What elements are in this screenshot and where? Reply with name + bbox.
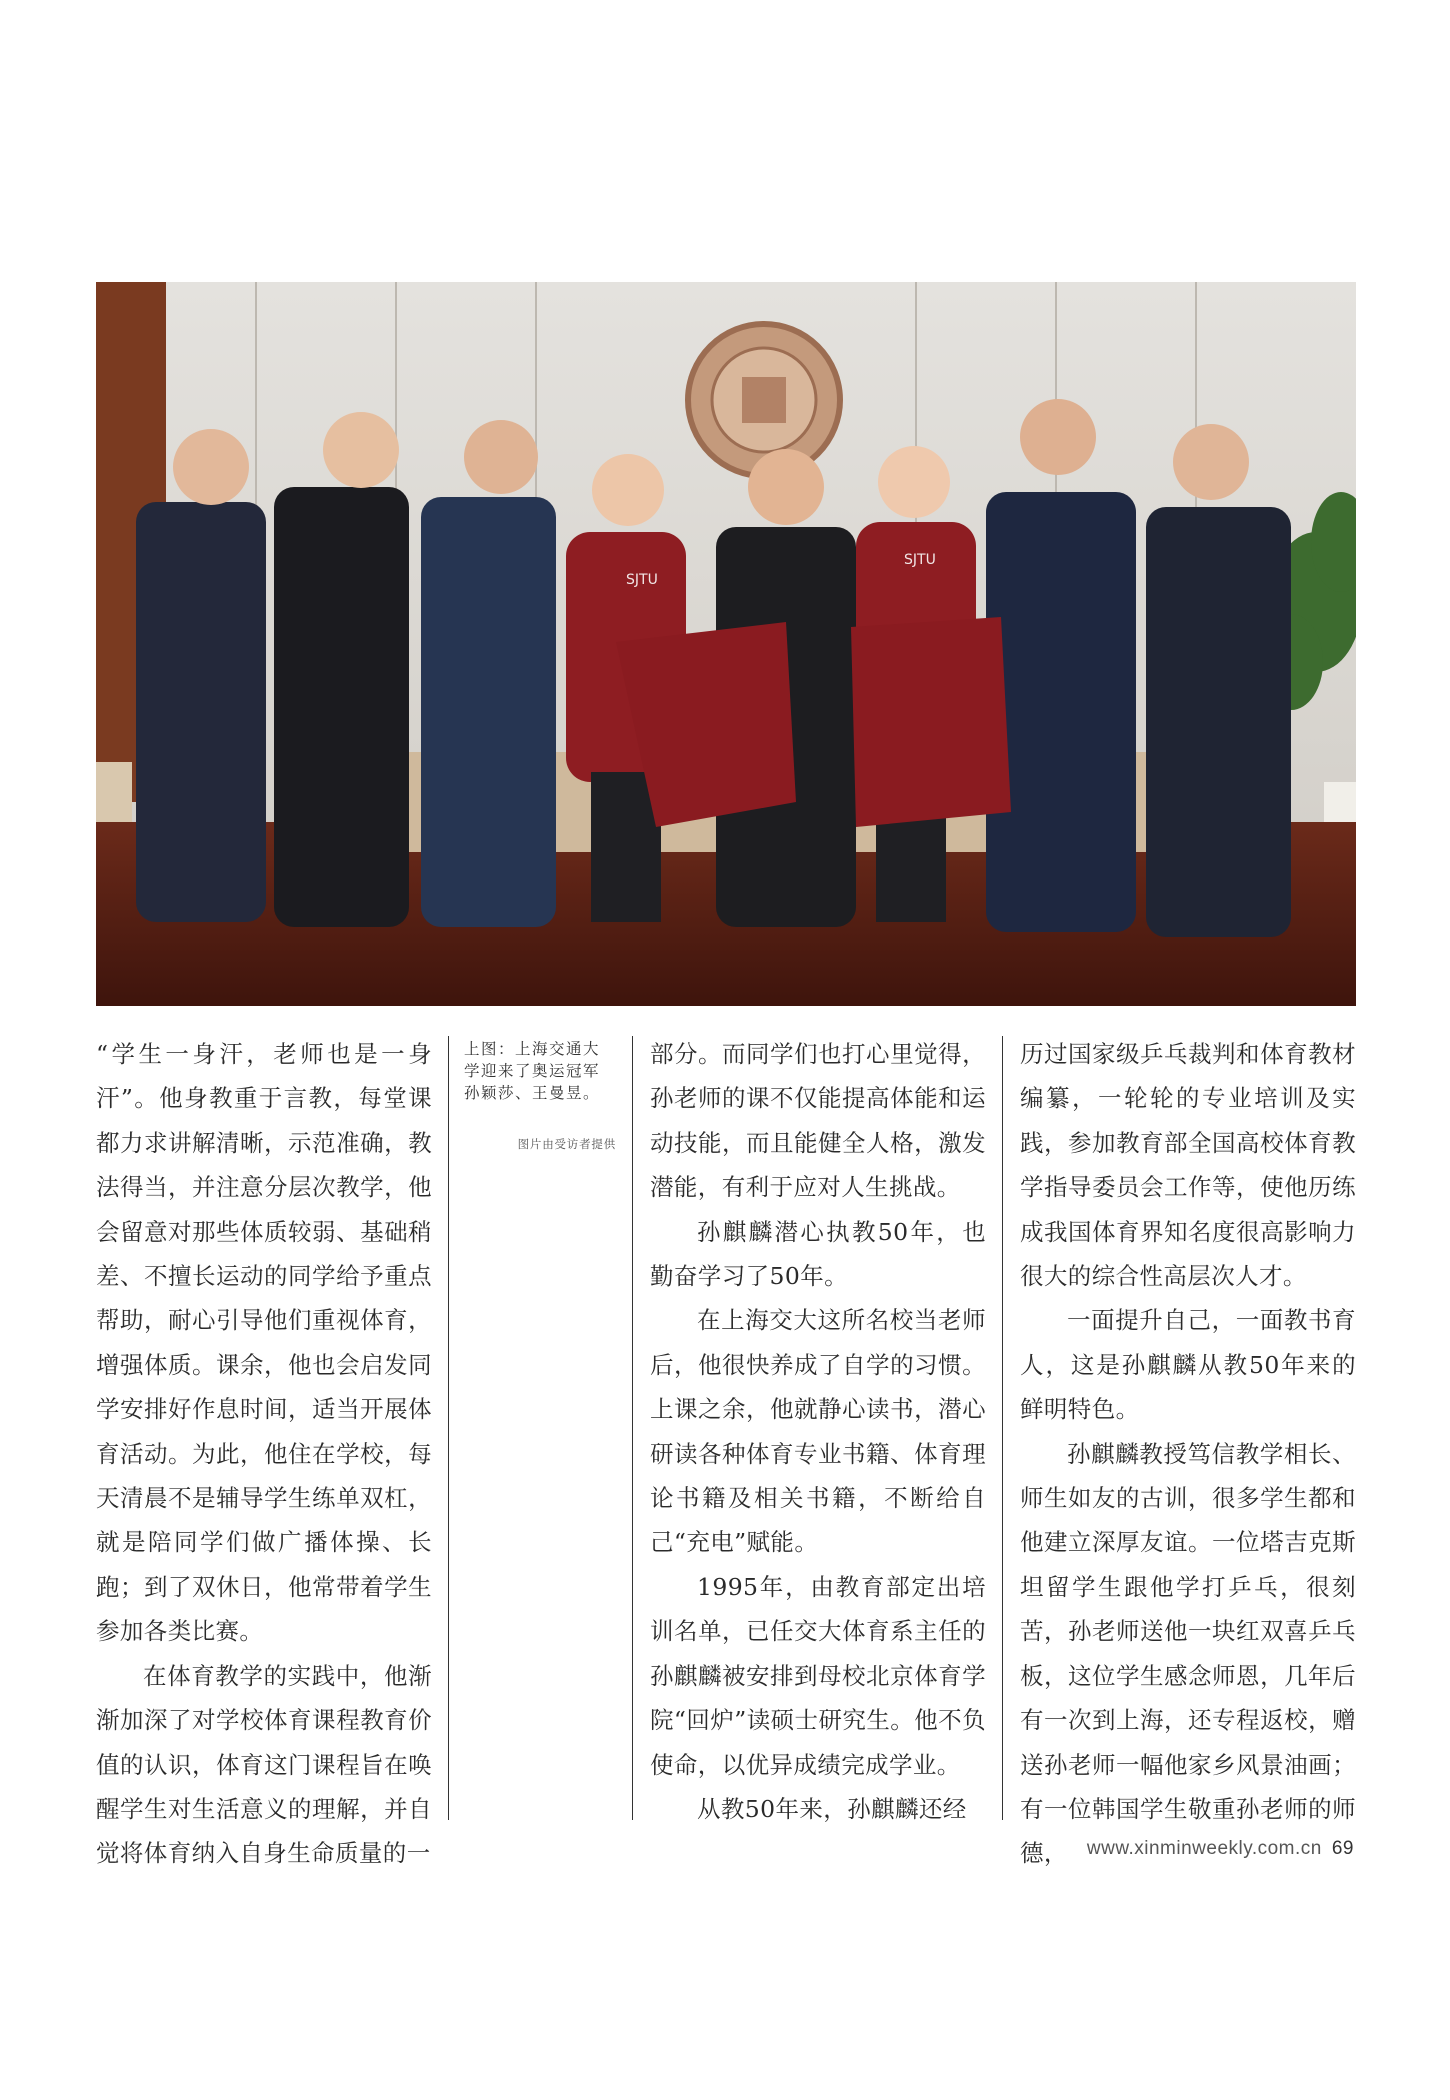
- paragraph: 部分。而同学们也打心里觉得，孙老师的课不仅能提高体能和运动技能，而且能健全人格，激发潜能，有利于应对人生挑战。: [650, 1040, 986, 1202]
- paragraph: 孙麒麟潜心执教50年，也勤奋学习了50年。: [650, 1217, 986, 1291]
- article-column-2: [650, 1032, 986, 1831]
- paragraph: 历过国家级乒乓裁判和体育教材编纂，一轮轮的专业培训及实践，参加教育部全国高校体育教学指导委员会工作等，使他历练成我国体育界知名度很高影响力很大的综合性高层次人才。: [1020, 1040, 1356, 1291]
- photo-caption: 上图：上海交通大学迎来了奥运冠军孙颖莎、王曼昱。: [464, 1040, 601, 1102]
- article-column-3: [1020, 1032, 1356, 1876]
- paragraph: 在上海交大这所名校当老师后，他很快养成了自学的习惯。上课之余，他就静心读书，潜心研读各种体育专业书籍、体育理论书籍及相关书籍，不断给自己“充电”赋能。: [650, 1306, 986, 1557]
- paragraph: 1995年，由教育部定出培训名单，已任交大体育系主任的孙麒麟被安排到母校北京体育学院“回炉”读硕士研究生。他不负使命，以优异成绩完成学业。: [650, 1572, 986, 1779]
- paragraph: 一面提升自己，一面教书育人，这是孙麒麟从教50年来的鲜明特色。: [1020, 1306, 1356, 1424]
- paragraph: “学生一身汗，老师也是一身汗”。他身教重于言教，每堂课都力求讲解清晰，示范准确，教法得当，并注意分层次教学，他会留意对那些体质较弱、基础稍差、不擅长运动的同学给予重点帮助，耐心引导他们重视体育，增强体质。课余，他也会启发同学安排好作息时间，适当开展体育活动。为此，他住在学校，每天清晨不是辅导学生练单双杠，就是陪同学们做广播体操、长跑；到了双休日，他常带着学生参加各类比赛。: [96, 1040, 432, 1646]
- paragraph: 从教50年来，孙麒麟还经: [697, 1794, 967, 1823]
- column-rule: [448, 1036, 449, 1820]
- column-rule: [632, 1036, 633, 1820]
- svg-text:SJTU: SJTU: [626, 572, 658, 588]
- article-column-1: [96, 1032, 432, 1876]
- group-photo: [96, 282, 1356, 1006]
- page-footer: [1087, 1838, 1354, 1860]
- paragraph: 孙麒麟教授笃信教学相长、师生如友的古训，很多学生都和他建立深厚友谊。一位塔吉克斯坦留学生跟他学打乒乓，很刻苦，孙老师送他一块红双喜乒乓板，这位学生感念师恩，几年后有一次到上海，还专程返校，赠送孙老师一幅他家乡风景油画；有一位韩国学生敬重孙老师的师德，: [1020, 1439, 1356, 1868]
- website-url: www.xinminweekly.com.cn: [1086, 1838, 1322, 1859]
- photo-credit: 图片由受访者提供: [517, 1137, 616, 1151]
- paragraph: 在体育教学的实践中，他渐渐加深了对学校体育课程教育价值的认识，体育这门课程旨在唤醒学生对生活意义的理解，并自觉将体育纳入自身生命质量的一: [96, 1661, 432, 1868]
- page-number: 69: [1331, 1838, 1354, 1859]
- column-rule: [1002, 1036, 1003, 1820]
- svg-text:SJTU: SJTU: [904, 552, 936, 568]
